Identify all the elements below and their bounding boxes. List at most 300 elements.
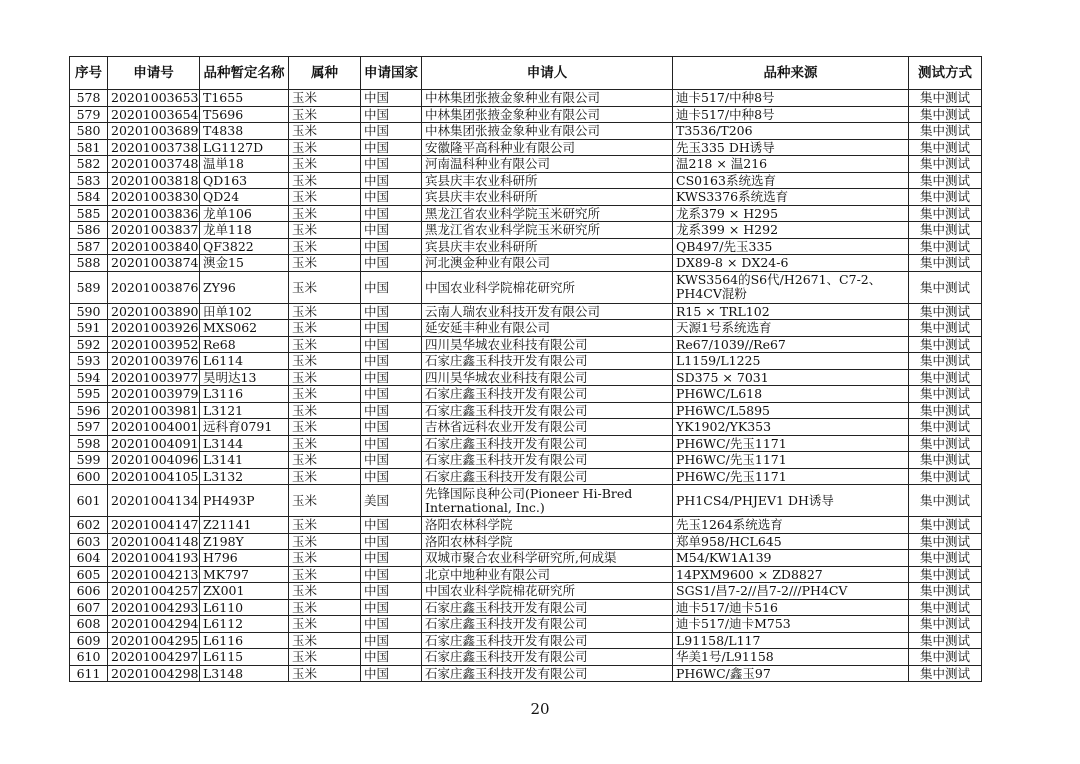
cell-variety-name: 远科育0791	[200, 419, 289, 436]
cell-index: 591	[70, 320, 108, 337]
table-row	[70, 222, 982, 239]
cell-variety-name: Z198Y	[200, 533, 289, 550]
cell-applicant: 北京中地种业有限公司	[422, 566, 673, 583]
variety-table	[69, 56, 982, 682]
header-genus-species: 属种	[289, 57, 361, 90]
cell-application-number: 20201003654	[108, 106, 200, 123]
cell-application-number: 20201004193	[108, 550, 200, 567]
cell-variety-name: L6116	[200, 632, 289, 649]
cell-index: 587	[70, 238, 108, 255]
cell-genus-species: 玉米	[289, 435, 361, 452]
cell-test-method: 集中测试	[909, 419, 982, 436]
cell-genus-species: 玉米	[289, 172, 361, 189]
cell-variety-source: PH1CS4/PHJEV1 DH诱导	[673, 485, 909, 517]
cell-variety-source: PH6WC/先玉1171	[673, 452, 909, 469]
cell-test-method: 集中测试	[909, 616, 982, 633]
cell-index: 602	[70, 517, 108, 534]
cell-applicant: 石家庄鑫玉科技开发有限公司	[422, 599, 673, 616]
cell-variety-source: DX89-8 × DX24-6	[673, 255, 909, 272]
cell-test-method: 集中测试	[909, 172, 982, 189]
cell-test-method: 集中测试	[909, 205, 982, 222]
cell-genus-species: 玉米	[289, 616, 361, 633]
cell-variety-name: T5696	[200, 106, 289, 123]
cell-application-number: 20201004096	[108, 452, 200, 469]
cell-variety-source: QB497/先玉335	[673, 238, 909, 255]
cell-application-number: 20201003976	[108, 353, 200, 370]
cell-variety-source: R15 × TRL102	[673, 303, 909, 320]
cell-index: 590	[70, 303, 108, 320]
cell-application-number: 20201004001	[108, 419, 200, 436]
cell-genus-species: 玉米	[289, 550, 361, 567]
cell-application-number: 20201003840	[108, 238, 200, 255]
cell-applicant: 吉林省远科农业开发有限公司	[422, 419, 673, 436]
cell-test-method: 集中测试	[909, 566, 982, 583]
cell-test-method: 集中测试	[909, 90, 982, 107]
cell-applicant: 四川昊华城农业科技有限公司	[422, 369, 673, 386]
table-row	[70, 238, 982, 255]
table-row	[70, 452, 982, 469]
cell-index: 592	[70, 336, 108, 353]
cell-index: 611	[70, 665, 108, 682]
table-row	[70, 566, 982, 583]
cell-country: 中国	[361, 566, 422, 583]
cell-applicant: 中国农业科学院棉花研究所	[422, 271, 673, 303]
cell-genus-species: 玉米	[289, 189, 361, 206]
cell-index: 586	[70, 222, 108, 239]
cell-index: 583	[70, 172, 108, 189]
cell-applicant: 延安延丰种业有限公司	[422, 320, 673, 337]
table-row	[70, 90, 982, 107]
cell-country: 中国	[361, 238, 422, 255]
table-row	[70, 485, 982, 517]
cell-applicant: 宾县庆丰农业科研所	[422, 189, 673, 206]
cell-index: 603	[70, 533, 108, 550]
cell-applicant: 宾县庆丰农业科研所	[422, 238, 673, 255]
cell-index: 609	[70, 632, 108, 649]
cell-test-method: 集中测试	[909, 485, 982, 517]
cell-country: 中国	[361, 205, 422, 222]
cell-country: 中国	[361, 452, 422, 469]
cell-index: 606	[70, 583, 108, 600]
cell-test-method: 集中测试	[909, 353, 982, 370]
cell-country: 中国	[361, 369, 422, 386]
cell-genus-species: 玉米	[289, 665, 361, 682]
cell-applicant: 洛阳农林科学院	[422, 533, 673, 550]
cell-variety-name: L3144	[200, 435, 289, 452]
table-row	[70, 123, 982, 140]
cell-applicant: 石家庄鑫玉科技开发有限公司	[422, 435, 673, 452]
cell-application-number: 20201004105	[108, 468, 200, 485]
cell-application-number: 20201004148	[108, 533, 200, 550]
cell-application-number: 20201003981	[108, 402, 200, 419]
header-test-method: 测试方式	[909, 57, 982, 90]
cell-genus-species: 玉米	[289, 517, 361, 534]
cell-variety-source: Re67/1039//Re67	[673, 336, 909, 353]
cell-applicant: 石家庄鑫玉科技开发有限公司	[422, 353, 673, 370]
cell-variety-source: CS0163系统选育	[673, 172, 909, 189]
cell-country: 中国	[361, 320, 422, 337]
cell-variety-name: ZY96	[200, 271, 289, 303]
cell-applicant: 石家庄鑫玉科技开发有限公司	[422, 649, 673, 666]
cell-country: 中国	[361, 533, 422, 550]
cell-variety-source: YK1902/YK353	[673, 419, 909, 436]
cell-index: 595	[70, 386, 108, 403]
cell-variety-source: KWS3564的S6代/H2671、C7-2、PH4CV混粉	[673, 271, 909, 303]
table-row	[70, 255, 982, 272]
cell-genus-species: 玉米	[289, 271, 361, 303]
cell-country: 中国	[361, 172, 422, 189]
cell-variety-source: PH6WC/鑫玉97	[673, 665, 909, 682]
header-row	[70, 57, 982, 90]
table-row	[70, 435, 982, 452]
cell-country: 中国	[361, 90, 422, 107]
cell-applicant: 安徽隆平高科种业有限公司	[422, 139, 673, 156]
cell-applicant: 中林集团张掖金象种业有限公司	[422, 123, 673, 140]
cell-applicant: 黑龙江省农业科学院玉米研究所	[422, 222, 673, 239]
cell-variety-source: SGS1/昌7-2//昌7-2///PH4CV	[673, 583, 909, 600]
cell-country: 中国	[361, 632, 422, 649]
cell-country: 中国	[361, 419, 422, 436]
table-row	[70, 205, 982, 222]
cell-country: 中国	[361, 123, 422, 140]
table-row	[70, 303, 982, 320]
cell-test-method: 集中测试	[909, 517, 982, 534]
cell-index: 588	[70, 255, 108, 272]
cell-variety-name: MXS062	[200, 320, 289, 337]
cell-variety-name: T4838	[200, 123, 289, 140]
cell-test-method: 集中测试	[909, 468, 982, 485]
cell-test-method: 集中测试	[909, 452, 982, 469]
cell-index: 584	[70, 189, 108, 206]
cell-applicant: 洛阳农林科学院	[422, 517, 673, 534]
cell-applicant: 石家庄鑫玉科技开发有限公司	[422, 616, 673, 633]
table-row	[70, 583, 982, 600]
cell-variety-source: M54/KW1A139	[673, 550, 909, 567]
cell-genus-species: 玉米	[289, 452, 361, 469]
cell-test-method: 集中测试	[909, 222, 982, 239]
cell-country: 中国	[361, 435, 422, 452]
cell-variety-name: 昊明达13	[200, 369, 289, 386]
cell-variety-name: L6112	[200, 616, 289, 633]
cell-genus-species: 玉米	[289, 106, 361, 123]
cell-applicant: 石家庄鑫玉科技开发有限公司	[422, 452, 673, 469]
cell-variety-source: L91158/L117	[673, 632, 909, 649]
cell-index: 597	[70, 419, 108, 436]
cell-variety-name: 田单102	[200, 303, 289, 320]
cell-genus-species: 玉米	[289, 632, 361, 649]
cell-index: 579	[70, 106, 108, 123]
cell-application-number: 20201003874	[108, 255, 200, 272]
table-row	[70, 616, 982, 633]
cell-applicant: 四川昊华城农业科技有限公司	[422, 336, 673, 353]
cell-applicant: 河南温科种业有限公司	[422, 156, 673, 173]
cell-variety-name: QD24	[200, 189, 289, 206]
cell-application-number: 20201003748	[108, 156, 200, 173]
cell-application-number: 20201003818	[108, 172, 200, 189]
cell-genus-species: 玉米	[289, 222, 361, 239]
cell-application-number: 20201004213	[108, 566, 200, 583]
cell-application-number: 20201003876	[108, 271, 200, 303]
cell-application-number: 20201004293	[108, 599, 200, 616]
cell-genus-species: 玉米	[289, 353, 361, 370]
cell-genus-species: 玉米	[289, 303, 361, 320]
cell-index: 600	[70, 468, 108, 485]
cell-test-method: 集中测试	[909, 402, 982, 419]
cell-application-number: 20201003977	[108, 369, 200, 386]
header-country: 申请国家	[361, 57, 422, 90]
cell-variety-source: PH6WC/先玉1171	[673, 468, 909, 485]
cell-test-method: 集中测试	[909, 435, 982, 452]
cell-variety-source: 迪卡517/迪卡516	[673, 599, 909, 616]
cell-country: 中国	[361, 649, 422, 666]
cell-country: 中国	[361, 583, 422, 600]
cell-country: 中国	[361, 665, 422, 682]
cell-country: 中国	[361, 222, 422, 239]
cell-application-number: 20201003738	[108, 139, 200, 156]
cell-applicant: 石家庄鑫玉科技开发有限公司	[422, 468, 673, 485]
table-row	[70, 320, 982, 337]
cell-test-method: 集中测试	[909, 106, 982, 123]
header-index: 序号	[70, 57, 108, 90]
cell-application-number: 20201003979	[108, 386, 200, 403]
cell-genus-species: 玉米	[289, 566, 361, 583]
cell-genus-species: 玉米	[289, 90, 361, 107]
cell-variety-source: 天源1号系统选育	[673, 320, 909, 337]
cell-test-method: 集中测试	[909, 550, 982, 567]
table-body	[70, 90, 982, 682]
cell-applicant: 黑龙江省农业科学院玉米研究所	[422, 205, 673, 222]
cell-index: 601	[70, 485, 108, 517]
cell-application-number: 20201003689	[108, 123, 200, 140]
table-row	[70, 665, 982, 682]
cell-variety-source: 先玉1264系统选育	[673, 517, 909, 534]
cell-variety-source: 迪卡517/迪卡M753	[673, 616, 909, 633]
cell-country: 中国	[361, 303, 422, 320]
table-row	[70, 386, 982, 403]
cell-index: 594	[70, 369, 108, 386]
cell-test-method: 集中测试	[909, 189, 982, 206]
cell-test-method: 集中测试	[909, 320, 982, 337]
cell-application-number: 20201004295	[108, 632, 200, 649]
table-row	[70, 402, 982, 419]
cell-country: 中国	[361, 599, 422, 616]
cell-applicant: 石家庄鑫玉科技开发有限公司	[422, 632, 673, 649]
cell-genus-species: 玉米	[289, 533, 361, 550]
cell-index: 598	[70, 435, 108, 452]
header-applicant: 申请人	[422, 57, 673, 90]
cell-application-number: 20201003837	[108, 222, 200, 239]
cell-country: 中国	[361, 106, 422, 123]
cell-genus-species: 玉米	[289, 156, 361, 173]
cell-country: 中国	[361, 616, 422, 633]
table-row	[70, 139, 982, 156]
header-application-number: 申请号	[108, 57, 200, 90]
cell-test-method: 集中测试	[909, 665, 982, 682]
cell-variety-source: PH6WC/先玉1171	[673, 435, 909, 452]
cell-variety-name: L3141	[200, 452, 289, 469]
cell-application-number: 20201003653	[108, 90, 200, 107]
table-row	[70, 353, 982, 370]
cell-variety-name: L6114	[200, 353, 289, 370]
cell-variety-name: L3148	[200, 665, 289, 682]
cell-variety-name: QD163	[200, 172, 289, 189]
cell-genus-species: 玉米	[289, 320, 361, 337]
cell-genus-species: 玉米	[289, 583, 361, 600]
cell-application-number: 20201004297	[108, 649, 200, 666]
cell-application-number: 20201003926	[108, 320, 200, 337]
table-row	[70, 517, 982, 534]
table-row	[70, 632, 982, 649]
cell-genus-species: 玉米	[289, 336, 361, 353]
cell-test-method: 集中测试	[909, 599, 982, 616]
cell-variety-name: L3121	[200, 402, 289, 419]
cell-variety-name: QF3822	[200, 238, 289, 255]
cell-country: 中国	[361, 468, 422, 485]
cell-application-number: 20201004147	[108, 517, 200, 534]
cell-variety-source: PH6WC/L5895	[673, 402, 909, 419]
cell-variety-source: T3536/T206	[673, 123, 909, 140]
table-row	[70, 599, 982, 616]
cell-index: 608	[70, 616, 108, 633]
cell-genus-species: 玉米	[289, 402, 361, 419]
cell-variety-source: 先玉335 DH诱导	[673, 139, 909, 156]
cell-country: 中国	[361, 336, 422, 353]
cell-application-number: 20201003836	[108, 205, 200, 222]
cell-applicant: 中国农业科学院棉花研究所	[422, 583, 673, 600]
cell-variety-name: 澳金15	[200, 255, 289, 272]
cell-genus-species: 玉米	[289, 139, 361, 156]
cell-genus-species: 玉米	[289, 123, 361, 140]
cell-variety-name: T1655	[200, 90, 289, 107]
cell-application-number: 20201004134	[108, 485, 200, 517]
table-row	[70, 271, 982, 303]
cell-country: 中国	[361, 402, 422, 419]
cell-applicant: 中林集团张掖金象种业有限公司	[422, 90, 673, 107]
cell-application-number: 20201003952	[108, 336, 200, 353]
table-row	[70, 550, 982, 567]
cell-test-method: 集中测试	[909, 583, 982, 600]
table-row	[70, 369, 982, 386]
cell-country: 中国	[361, 156, 422, 173]
cell-genus-species: 玉米	[289, 205, 361, 222]
cell-genus-species: 玉米	[289, 649, 361, 666]
cell-index: 578	[70, 90, 108, 107]
cell-applicant: 先锋国际良种公司(Pioneer Hi-Bred International, Inc.)	[422, 485, 673, 517]
cell-variety-source: PH6WC/L618	[673, 386, 909, 403]
cell-test-method: 集中测试	[909, 303, 982, 320]
cell-country: 中国	[361, 189, 422, 206]
page-number: 20	[530, 700, 550, 718]
cell-applicant: 石家庄鑫玉科技开发有限公司	[422, 665, 673, 682]
cell-country: 中国	[361, 255, 422, 272]
cell-application-number: 20201004294	[108, 616, 200, 633]
cell-variety-name: L3132	[200, 468, 289, 485]
cell-variety-name: ZX001	[200, 583, 289, 600]
cell-application-number: 20201004091	[108, 435, 200, 452]
cell-test-method: 集中测试	[909, 336, 982, 353]
table-row	[70, 172, 982, 189]
cell-variety-name: 龙单118	[200, 222, 289, 239]
cell-index: 582	[70, 156, 108, 173]
table-row	[70, 336, 982, 353]
cell-variety-source: KWS3376系统选育	[673, 189, 909, 206]
cell-variety-name: PH493P	[200, 485, 289, 517]
cell-applicant: 河北澳金种业有限公司	[422, 255, 673, 272]
cell-genus-species: 玉米	[289, 419, 361, 436]
table-row	[70, 156, 982, 173]
cell-genus-species: 玉米	[289, 485, 361, 517]
cell-country: 中国	[361, 517, 422, 534]
cell-index: 599	[70, 452, 108, 469]
header-variety-name: 品种暂定名称	[200, 57, 289, 90]
cell-test-method: 集中测试	[909, 255, 982, 272]
cell-test-method: 集中测试	[909, 156, 982, 173]
table-row	[70, 533, 982, 550]
cell-test-method: 集中测试	[909, 632, 982, 649]
table-row	[70, 419, 982, 436]
cell-variety-source: SD375 × 7031	[673, 369, 909, 386]
cell-variety-name: L3116	[200, 386, 289, 403]
cell-application-number: 20201004298	[108, 665, 200, 682]
cell-variety-name: 温単18	[200, 156, 289, 173]
cell-country: 中国	[361, 550, 422, 567]
cell-genus-species: 玉米	[289, 599, 361, 616]
cell-country: 中国	[361, 271, 422, 303]
cell-variety-name: L6110	[200, 599, 289, 616]
cell-variety-source: 龙系399 × H292	[673, 222, 909, 239]
cell-variety-source: 14PXM9600 × ZD8827	[673, 566, 909, 583]
cell-applicant: 宾县庆丰农业科研所	[422, 172, 673, 189]
cell-variety-name: L6115	[200, 649, 289, 666]
cell-test-method: 集中测试	[909, 271, 982, 303]
cell-index: 585	[70, 205, 108, 222]
cell-index: 593	[70, 353, 108, 370]
cell-index: 596	[70, 402, 108, 419]
table-row	[70, 468, 982, 485]
cell-variety-source: 龙系379 × H295	[673, 205, 909, 222]
cell-variety-source: 温218 × 温216	[673, 156, 909, 173]
cell-variety-source: L1159/L1225	[673, 353, 909, 370]
cell-test-method: 集中测试	[909, 533, 982, 550]
cell-test-method: 集中测试	[909, 386, 982, 403]
cell-applicant: 石家庄鑫玉科技开发有限公司	[422, 386, 673, 403]
table-row	[70, 649, 982, 666]
cell-index: 589	[70, 271, 108, 303]
cell-index: 610	[70, 649, 108, 666]
cell-variety-name: 龙单106	[200, 205, 289, 222]
cell-applicant: 云南人瑞农业科技开发有限公司	[422, 303, 673, 320]
cell-genus-species: 玉米	[289, 468, 361, 485]
cell-index: 605	[70, 566, 108, 583]
cell-index: 607	[70, 599, 108, 616]
cell-country: 中国	[361, 386, 422, 403]
cell-variety-source: 迪卡517/中种8号	[673, 90, 909, 107]
cell-country: 美国	[361, 485, 422, 517]
cell-variety-name: MK797	[200, 566, 289, 583]
cell-variety-name: H796	[200, 550, 289, 567]
cell-variety-source: 迪卡517/中种8号	[673, 106, 909, 123]
cell-variety-source: 华美1号/L91158	[673, 649, 909, 666]
cell-variety-name: Z21141	[200, 517, 289, 534]
cell-test-method: 集中测试	[909, 238, 982, 255]
table-row	[70, 106, 982, 123]
cell-test-method: 集中测试	[909, 139, 982, 156]
cell-genus-species: 玉米	[289, 255, 361, 272]
cell-application-number: 20201003830	[108, 189, 200, 206]
cell-index: 604	[70, 550, 108, 567]
cell-applicant: 石家庄鑫玉科技开发有限公司	[422, 402, 673, 419]
cell-applicant: 双城市聚合农业科学研究所,何成渠	[422, 550, 673, 567]
